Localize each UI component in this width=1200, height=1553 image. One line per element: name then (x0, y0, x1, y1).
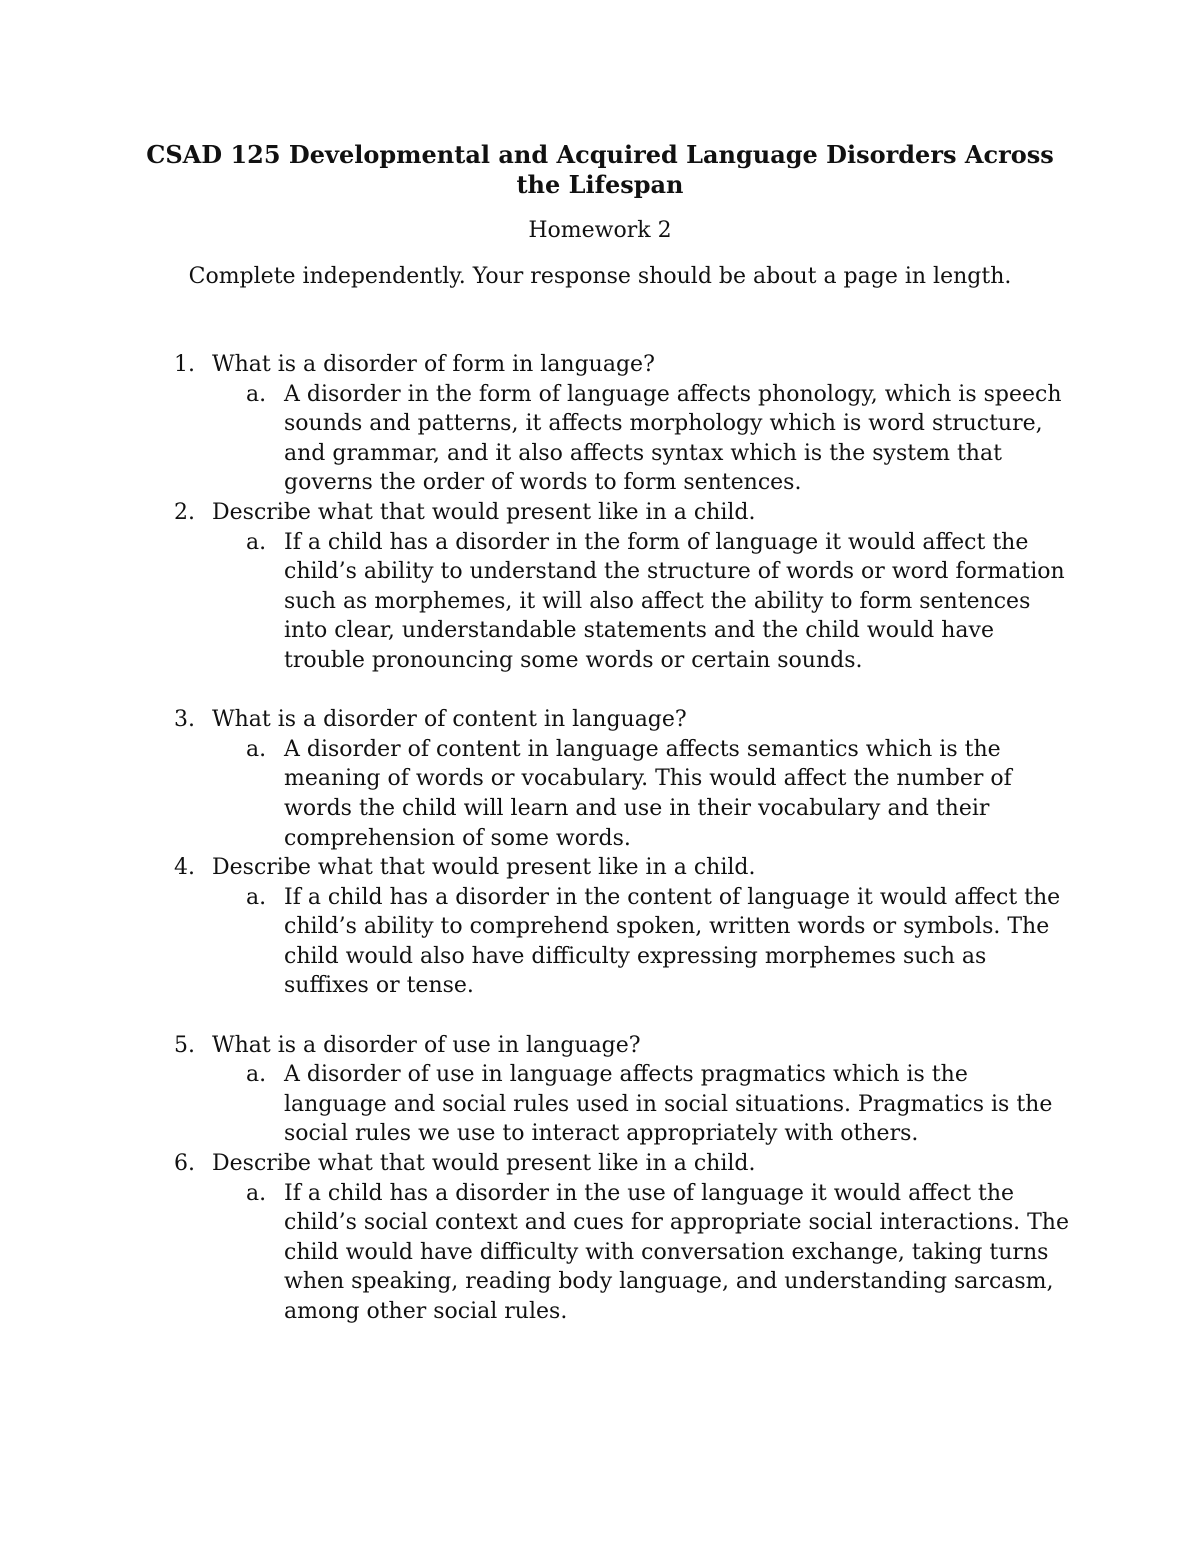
answer-letter: a. (246, 1180, 267, 1206)
answer-letter: a. (246, 529, 267, 555)
title-line-1: CSAD 125 Developmental and Acquired Language Disorders Across (146, 140, 1054, 169)
question-item (0, 1149, 1082, 1179)
paragraph-gap (0, 676, 1200, 706)
question-number: 1. (174, 352, 195, 377)
question-item (0, 705, 1082, 735)
question-item (0, 853, 1082, 883)
answer-text: A disorder of use in language affects pragmatics which is the language and social rules used in social situations. Pragmatics is the social rules we use to interact appropriately with others. (284, 1062, 1053, 1147)
answer-item (0, 883, 1074, 1001)
question-item (0, 350, 1082, 380)
answer-item (0, 735, 1074, 853)
answer-item (0, 1060, 1074, 1149)
question-number: 2. (174, 499, 195, 525)
answer-item (0, 528, 1074, 676)
instructions-text: Complete independently. Your response should be about a page in length. (188, 264, 1012, 289)
answer-text: If a child has a disorder in the form of language it would affect the child’s ability to understand the structure of words or word formation such as morphemes, it will also affect the ability to form sentences into clear, understandable statements and the child would have trouble pronouncing some words or certain sounds. (284, 529, 1065, 673)
title-line-2: the Lifespan (516, 170, 684, 199)
question-item (0, 498, 1082, 528)
document-title (120, 140, 1080, 200)
answer-text: If a child has a disorder in the use of language it would affect the child’s social context and cues for appropriate social interactions. The child would have difficulty with conversation exchange, taking turns when speaking, reading body language, and understanding sarcasm, among other social rules. (284, 1180, 1069, 1324)
question-number: 6. (174, 1151, 195, 1177)
question-text: Describe what that would present like in a child. (212, 499, 756, 525)
answer-letter: a. (246, 1062, 267, 1088)
answer-text: A disorder of content in language affects semantics which is the meaning of words or vocabulary. This would affect the number of words the child will learn and use in their vocabulary and their comprehension of some words. (284, 736, 1012, 851)
question-number: 4. (174, 855, 195, 881)
homework-label: Homework 2 (528, 218, 672, 243)
question-text: What is a disorder of form in language? (212, 352, 655, 377)
answer-letter: a. (246, 381, 267, 407)
answer-item (0, 1179, 1074, 1327)
answer-item (0, 380, 1074, 498)
question-text: Describe what that would present like in a child. (212, 855, 756, 881)
question-text: What is a disorder of use in language? (212, 1032, 641, 1058)
question-text: What is a disorder of content in language? (212, 707, 687, 733)
paragraph-gap (0, 1001, 1200, 1031)
question-item (0, 1031, 1082, 1061)
question-number: 3. (174, 707, 195, 733)
question-text: Describe what that would present like in a child. (212, 1151, 756, 1177)
question-number: 5. (174, 1032, 195, 1058)
question-list (0, 350, 1200, 1327)
answer-text: A disorder in the form of language affects phonology, which is speech sounds and patterns, it affects morphology which is word structure, and grammar, and it also affects syntax which is the system that governs the order of words to form sentences. (284, 381, 1062, 496)
answer-letter: a. (246, 736, 267, 762)
answer-text: If a child has a disorder in the content of language it would affect the child’s ability to comprehend spoken, written words or symbols. The child would also have difficulty expressing morphemes such as suffixes or tense. (284, 884, 1061, 999)
answer-letter: a. (246, 884, 267, 910)
